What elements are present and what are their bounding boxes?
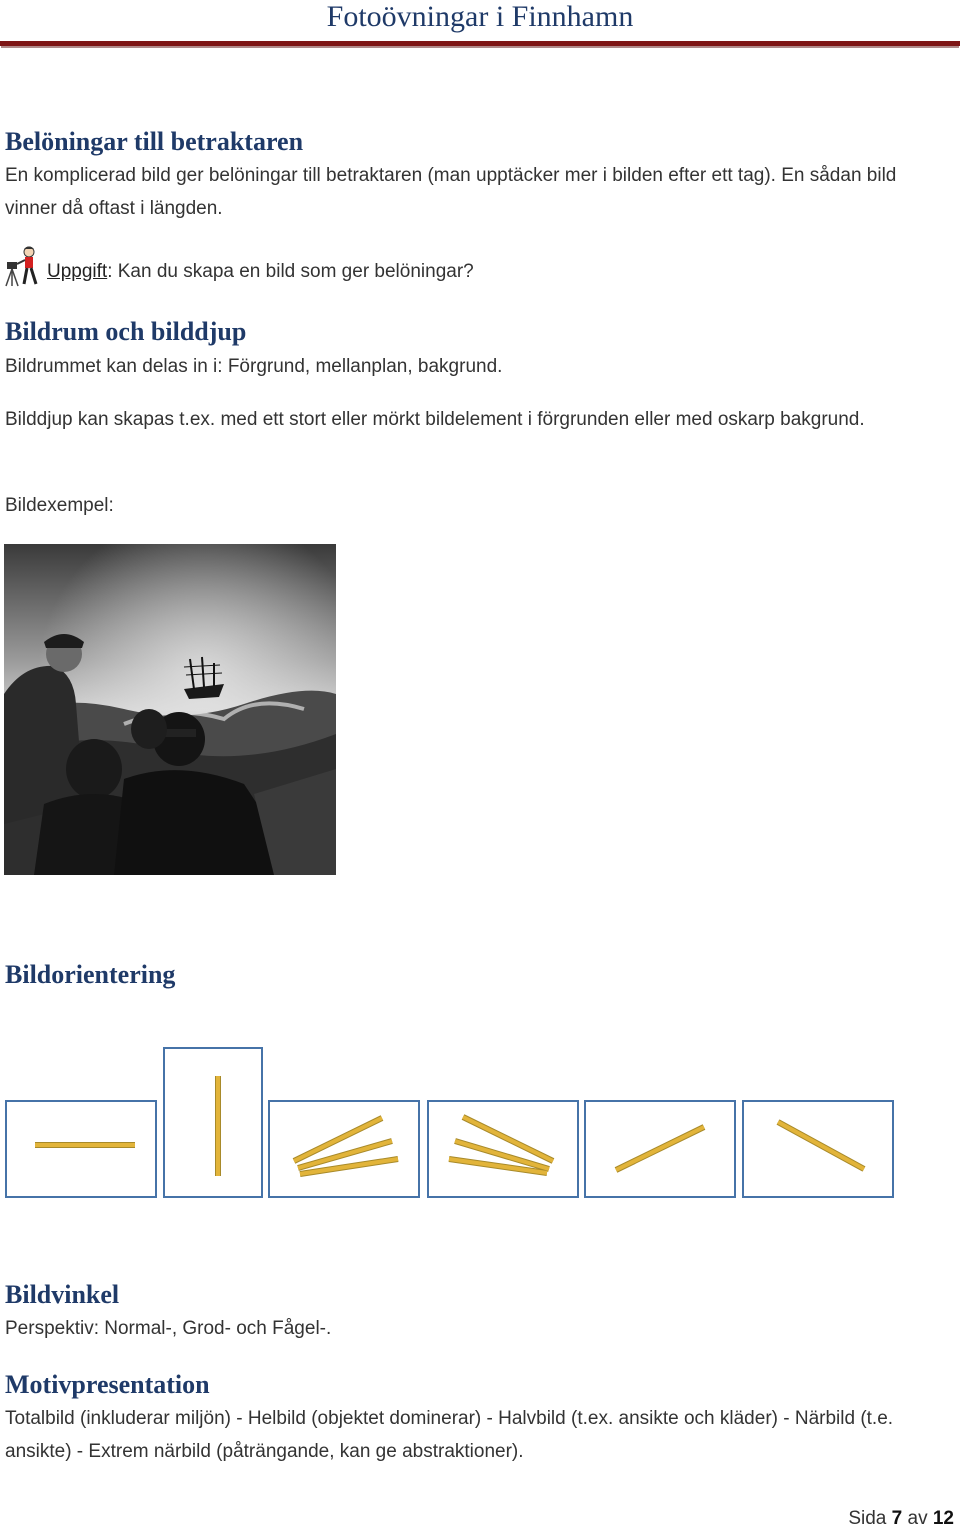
depth-text-2: Bilddjup kan skapas t.ex. med ett stort eller mörkt bildelement i förgrunden eller med oskarp bakgrund.: [5, 409, 865, 430]
depth-text-1: Bildrummet kan delas in i: Förgrund, mellanplan, bakgrund.: [5, 356, 503, 377]
orientation-box-diagonal-up: [584, 1100, 736, 1198]
example-photo: [4, 544, 336, 875]
photographer-icon: [3, 244, 43, 293]
footer-prefix: Sida: [848, 1508, 892, 1529]
heading-orientation: Bildorientering: [5, 960, 176, 989]
rewards-text: En komplicerad bild ger belöningar till betraktaren (man upptäcker mer i bilden efter ett tag). En sådan bild vinner då oftast i längden.: [5, 165, 897, 219]
orientation-box-converging-up: [268, 1100, 420, 1198]
task-question: : Kan du skapa en bild som ger belöningar?: [107, 261, 474, 282]
angle-text: Perspektiv: Normal-, Grod- och Fågel-.: [5, 1318, 332, 1339]
orientation-box-horizontal: [5, 1100, 157, 1198]
presentation-text: Totalbild (inkluderar miljön) - Helbild (objektet dominerar) - Halvbild (t.ex. ansikte och kläder) - Närbild (t.e. ansikte) - Extrem närbild (påträngande, kan ge abstraktioner).: [5, 1408, 894, 1462]
footer-page-total: 12: [932, 1508, 954, 1529]
page-header-title: Fotoövningar i Finnhamn: [326, 0, 634, 33]
orientation-box-vertical: [163, 1047, 263, 1198]
depth-text-3: Bildexempel:: [5, 495, 114, 516]
page-footer: [848, 1508, 954, 1530]
task-row: [3, 244, 703, 288]
heading-angle: Bildvinkel: [5, 1280, 120, 1309]
footer-middle: av: [902, 1508, 933, 1529]
task-link[interactable]: Uppgift: [47, 261, 108, 282]
orientation-box-converging-down: [427, 1100, 579, 1198]
heading-presentation: Motivpresentation: [5, 1370, 210, 1399]
orientation-box-diagonal-down: [742, 1100, 894, 1198]
heading-rewards: Belöningar till betraktaren: [5, 127, 304, 156]
heading-depth: Bildrum och bilddjup: [5, 317, 247, 346]
task-text: [47, 260, 474, 284]
footer-page-number: 7: [891, 1508, 903, 1529]
header-rule: [0, 41, 960, 46]
